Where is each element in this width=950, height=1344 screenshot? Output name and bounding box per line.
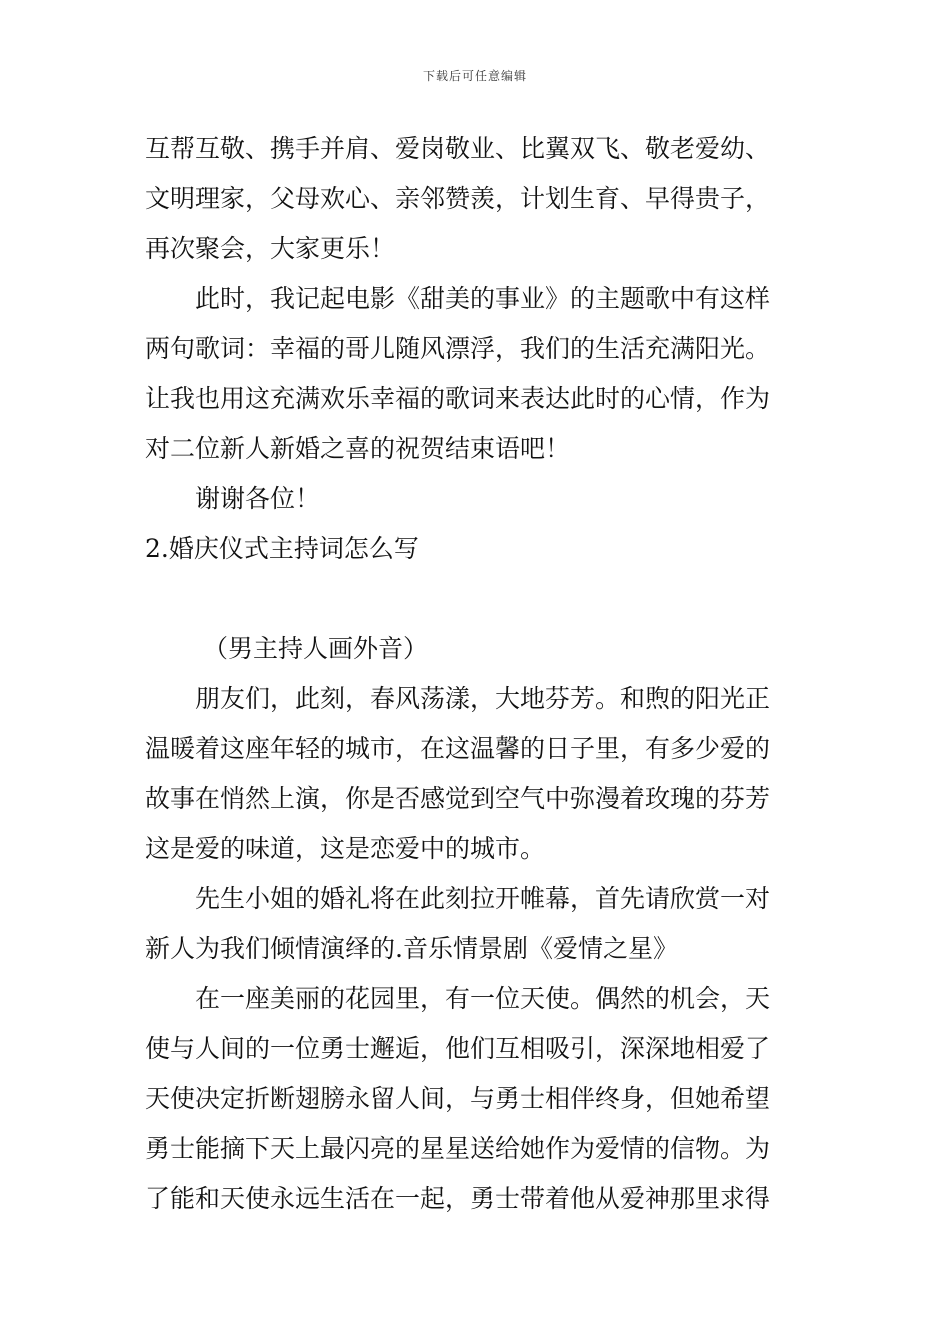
text-line: 这是爱的味道，这是恋爱中的城市。: [145, 834, 546, 863]
paragraph-start-line: 朋友们，此刻，春风荡漾，大地芬芳。和煦的阳光正: [195, 684, 771, 713]
header-note: 下载后可任意编辑: [422, 69, 527, 83]
paragraph-start-line: 在一座美丽的花园里，有一位天使。偶然的机会，天: [195, 984, 771, 1013]
stage-direction: （男主持人画外音）: [203, 634, 429, 663]
paragraph-start-line: 此时，我记起电影《甜美的事业》的主题歌中有这样: [195, 284, 771, 313]
paragraph-start-line: 谢谢各位！: [195, 484, 321, 513]
text-line: 了能和天使永远生活在一起，勇士带着他从爱神那里求得: [145, 1184, 771, 1213]
text-line: 故事在悄然上演，你是否感觉到空气中弥漫着玫瑰的芬芳: [145, 784, 771, 813]
text-line: 互帮互敬、携手并肩、爱岗敬业、比翼双飞、敬老爱幼、: [145, 134, 771, 163]
paragraph-start-line: 先生小姐的婚礼将在此刻拉开帷幕，首先请欣赏一对: [195, 884, 771, 913]
document-body: [145, 124, 810, 1224]
text-line: 天使决定折断翅膀永留人间，与勇士相伴终身，但她希望: [145, 1084, 771, 1113]
text-line: 让我也用这充满欢乐幸福的歌词来表达此时的心情，作为: [145, 384, 771, 413]
text-line: 新人为我们倾情演绎的.音乐情景剧《爱情之星》: [145, 934, 678, 963]
text-line: 对二位新人新婚之喜的祝贺结束语吧！: [145, 434, 571, 463]
blank-line: [145, 574, 810, 624]
text-line: 温暖着这座年轻的城市，在这温馨的日子里，有多少爱的: [145, 734, 771, 763]
text-line: 使与人间的一位勇士邂逅，他们互相吸引，深深地相爱了: [145, 1034, 771, 1063]
text-line: 再次聚会，大家更乐！: [145, 234, 396, 263]
text-line: 文明理家，父母欢心、亲邻赞羡，计划生育、早得贵子，: [145, 184, 771, 213]
section-heading: 2.婚庆仪式主持词怎么写: [145, 534, 419, 563]
text-line: 两句歌词：幸福的哥儿随风漂浮，我们的生活充满阳光。: [145, 334, 771, 363]
text-line: 勇士能摘下天上最闪亮的星星送给她作为爱情的信物。为: [145, 1134, 771, 1163]
